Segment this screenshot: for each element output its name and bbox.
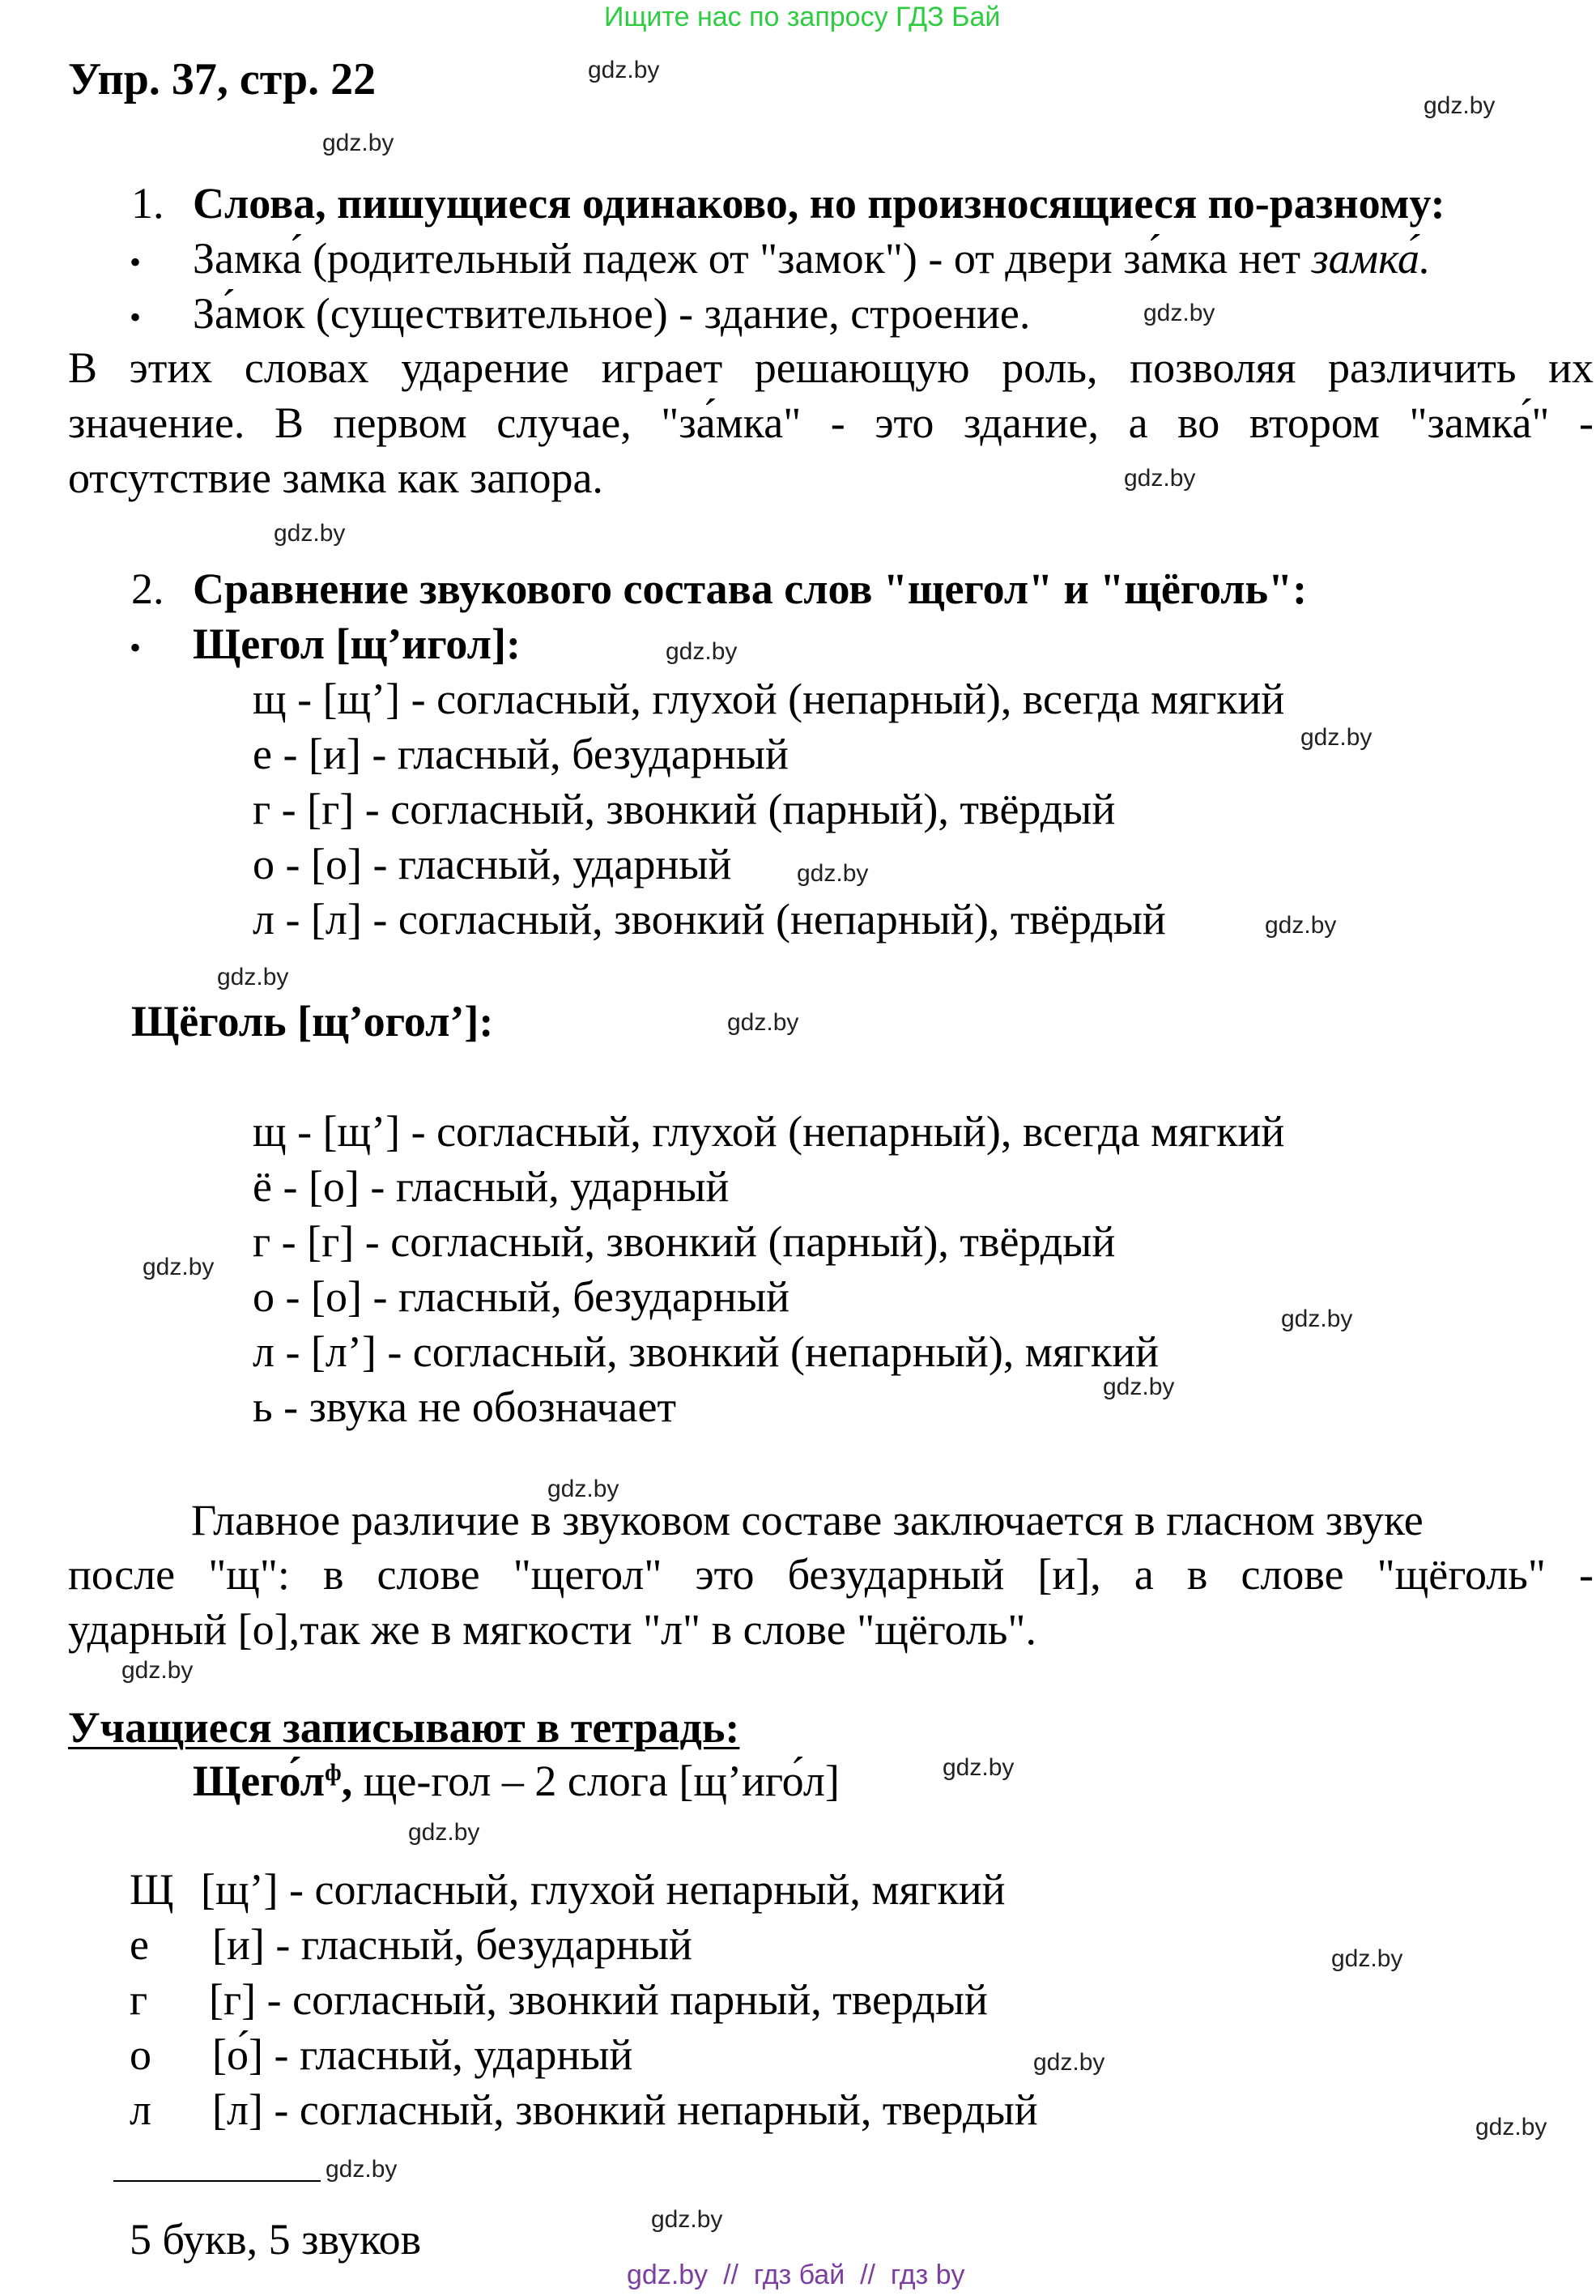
watermark: gdz.by bbox=[217, 964, 289, 990]
notebook-heading: Учащиеся записывают в тетрадь: bbox=[68, 1703, 740, 1752]
section1-number: 1. bbox=[131, 179, 164, 228]
word2-line: ё - [о] - гласный, ударный bbox=[253, 1162, 730, 1211]
watermark: gdz.by bbox=[274, 520, 346, 547]
notebook-row-letter: е bbox=[130, 1920, 149, 1969]
notebook-row-letter: г bbox=[130, 1975, 148, 2024]
section1-bullet1 bbox=[193, 234, 1431, 283]
section1-bullet2: За́мок (существительное) - здание, строение. bbox=[193, 289, 1031, 338]
bullet1-italic: замка́. bbox=[1311, 234, 1431, 283]
watermark: gdz.by bbox=[1424, 92, 1496, 119]
watermark: gdz.by bbox=[322, 130, 394, 156]
notebook-row-desc: [г] - согласный, звонкий парный, твердый bbox=[209, 1975, 988, 2024]
watermark: gdz.by bbox=[121, 1657, 194, 1684]
section2-heading: Сравнение звукового состава слов "щегол" и "щёголь": bbox=[193, 564, 1308, 613]
watermark: gdz.by bbox=[1475, 2114, 1547, 2141]
watermark: gdz.by bbox=[651, 2206, 723, 2233]
watermark: gdz.by bbox=[1300, 724, 1373, 751]
watermark: gdz.by bbox=[1265, 912, 1337, 939]
section1-para-line1: В этих словах ударение играет решающую роль, позволяя различить их bbox=[68, 343, 1594, 392]
bullet-icon: • bbox=[130, 244, 142, 280]
notebook-word-line bbox=[193, 1759, 840, 1803]
watermark: gdz.by bbox=[1331, 1945, 1403, 1972]
section2-number: 2. bbox=[131, 564, 164, 613]
notebook-row-desc: [о́] - гласный, ударный bbox=[212, 2030, 633, 2079]
watermark: gdz.by bbox=[1281, 1306, 1353, 1332]
bullet-icon: • bbox=[130, 299, 142, 335]
watermark: gdz.by bbox=[943, 1754, 1015, 1781]
notebook-row-letter: о bbox=[130, 2030, 151, 2079]
watermark: gdz.by bbox=[1103, 1374, 1175, 1400]
notebook-row-desc: [щ’] - согласный, глухой непарный, мягкий bbox=[201, 1865, 1006, 1914]
word2-line: о - [о] - гласный, безударный bbox=[253, 1272, 790, 1321]
word2-line: л - [л’] - согласный, звонкий (непарный), мягкий bbox=[253, 1327, 1159, 1376]
word1-line: г - [г] - согласный, звонкий (парный), твёрдый bbox=[253, 785, 1116, 833]
header-banner[interactable]: Ищите нас по запросу ГДЗ Бай bbox=[604, 2, 1001, 32]
notebook-word-comma: , bbox=[341, 1757, 353, 1805]
watermark: gdz.by bbox=[326, 2156, 398, 2183]
notebook-row-desc: [л] - согласный, звонкий непарный, твердый bbox=[212, 2085, 1038, 2134]
notebook-row-desc: [и] - гласный, безударный bbox=[212, 1920, 692, 1969]
bullet1-text: Замка́ (родительный падеж от "замок") - от двери за́мка нет bbox=[193, 234, 1312, 283]
notebook-row-letter: Щ bbox=[130, 1865, 174, 1914]
notebook-row-letter: л bbox=[130, 2085, 151, 2134]
watermark: gdz.by bbox=[143, 1254, 215, 1280]
watermark: gdz.by bbox=[666, 638, 738, 665]
conclusion-line3: ударный [о],так же в мягкости "л" в слове "щёголь". bbox=[68, 1605, 1036, 1654]
watermark: gdz.by bbox=[727, 1009, 799, 1036]
watermark: gdz.by bbox=[1124, 465, 1196, 492]
word1-line: о - [о] - гласный, ударный bbox=[253, 840, 732, 888]
conclusion-line2: после "щ": в слове "щегол" это безударный [и], а в слове "щёголь" - bbox=[68, 1550, 1594, 1599]
watermark: gdz.by bbox=[408, 1819, 480, 1846]
word1-heading: Щегол [щ’игол]: bbox=[193, 620, 521, 668]
section1-para-line3: отсутствие замка как запора. bbox=[68, 454, 603, 502]
notebook-summary: 5 букв, 5 звуков bbox=[130, 2215, 422, 2264]
word2-line: щ - [щ’] - согласный, глухой (непарный), всегда мягкий bbox=[253, 1107, 1285, 1156]
section1-para-line2: значение. В первом случае, "за́мка" - это здание, а во втором "замка́" - bbox=[68, 398, 1594, 447]
word1-line: л - [л] - согласный, звонкий (непарный), твёрдый bbox=[253, 895, 1166, 944]
notebook-word-sup: ф bbox=[325, 1759, 342, 1786]
watermark: gdz.by bbox=[1143, 300, 1215, 326]
footer-links[interactable]: gdz.by // гдз бай // гдз by bbox=[627, 2260, 965, 2290]
watermark: gdz.by bbox=[1033, 2049, 1105, 2076]
word2-line: г - [г] - согласный, звонкий (парный), твёрдый bbox=[253, 1217, 1116, 1266]
word1-line: щ - [щ’] - согласный, глухой (непарный), всегда мягкий bbox=[253, 675, 1285, 723]
page-title: Упр. 37, стр. 22 bbox=[68, 54, 377, 104]
word2-line: ь - звука не обозначает bbox=[253, 1382, 677, 1431]
watermark: gdz.by bbox=[547, 1476, 619, 1502]
divider-line bbox=[113, 2180, 321, 2182]
notebook-word-rest: ще-гол – 2 слога [щ’иго́л] bbox=[352, 1757, 840, 1805]
notebook-word: Щего́л bbox=[193, 1757, 326, 1805]
word2-heading: Щёголь [щ’огол’]: bbox=[131, 997, 494, 1046]
watermark: gdz.by bbox=[588, 57, 660, 83]
bullet-icon: • bbox=[130, 629, 142, 666]
section1-heading: Слова, пишущиеся одинаково, но произносящиеся по-разному: bbox=[193, 179, 1445, 228]
word1-line: е - [и] - гласный, безударный bbox=[253, 730, 789, 778]
watermark: gdz.by bbox=[797, 860, 869, 887]
conclusion-line1: Главное различие в звуковом составе заключается в гласном звуке bbox=[191, 1496, 1424, 1544]
